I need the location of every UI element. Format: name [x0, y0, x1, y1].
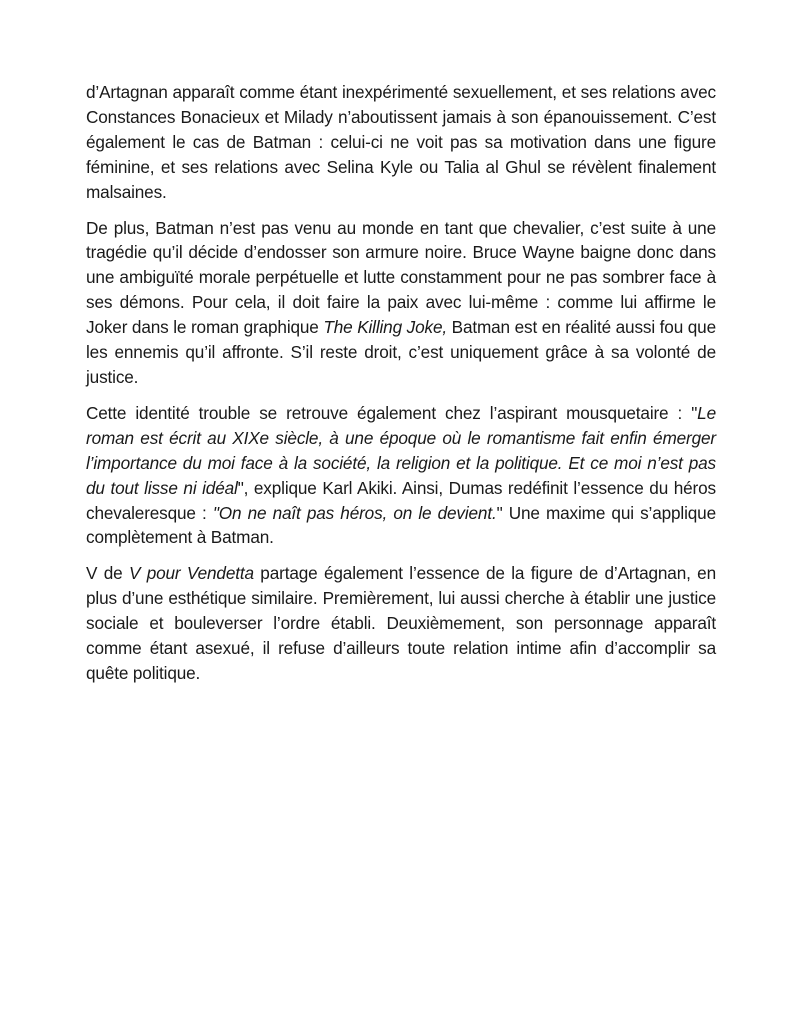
- paragraph-v-for-vendetta: [86, 561, 716, 686]
- text-segment: ", explique Karl Akiki. Ainsi, Dumas redéfinit l’essence du héros chevaleresque :: [86, 477, 716, 523]
- italic-quote-maxim: "On ne naît pas héros, on le devient.: [212, 502, 497, 523]
- italic-quote-karl-akiki: Le roman est écrit au XIXe siècle, à une époque où le romantisme fait enfin émerger l’importance du moi face à la société, la religion et la politique. Et ce moi n’est pas du tout lisse ni idéal: [86, 402, 716, 498]
- text-segment: Cette identité trouble se retrouve également chez l’aspirant mousquetaire : ": [86, 402, 698, 423]
- paragraph-troubled-identity: [86, 401, 716, 550]
- text-segment: De plus, Batman n’est pas venu au monde en tant que chevalier, c’est suite à une tragédie qu’il décide d’endosser son armure noire. Bruce Wayne baigne donc dans une ambiguïté morale perpétuelle et lutte constamment pour ne pas sombrer face à ses démons. Pour cela, il doit faire la paix avec lui-même : comme lui affirme le Joker dans le roman graphique: [86, 217, 716, 338]
- paragraph-dartagnan-relations: [86, 80, 716, 205]
- text-segment: V de: [86, 563, 129, 584]
- text-segment: partage également l’essence de la figure de d’Artagnan, en plus d’une esthétique similaire. Premièrement, lui aussi cherche à établir une justice sociale et bouleverser l’ordre établi. Deuxièmement, son personnage apparaît comme étant asexué, il refuse d’ailleurs toute relation intime afin d’accomplir sa quête politique.: [86, 563, 716, 683]
- text-segment: d’Artagnan apparaît comme étant inexpérimenté sexuellement, et ses relations avec Constances Bonacieux et Milady n’aboutissent jamais à son épanouissement. C’est également le cas de Batman : celui-ci ne voit pas sa motivation dans une figure féminine, et ses relations avec Selina Kyle ou Talia al Ghul se révèlent finalement malsaines.: [86, 82, 716, 202]
- paragraph-batman-origin: [86, 216, 716, 390]
- italic-title-v-pour-vendetta: V pour Vendetta: [128, 563, 254, 584]
- text-segment: Batman est en réalité aussi fou que les ennemis qu’il affronte. S’il reste droit, c’est uniquement grâce à sa volonté de justice.: [86, 317, 716, 387]
- italic-title-killing-joke: The Killing Joke,: [323, 317, 447, 338]
- document-page: [86, 80, 716, 697]
- text-segment: " Une maxime qui s’applique complètement à Batman.: [86, 502, 716, 548]
